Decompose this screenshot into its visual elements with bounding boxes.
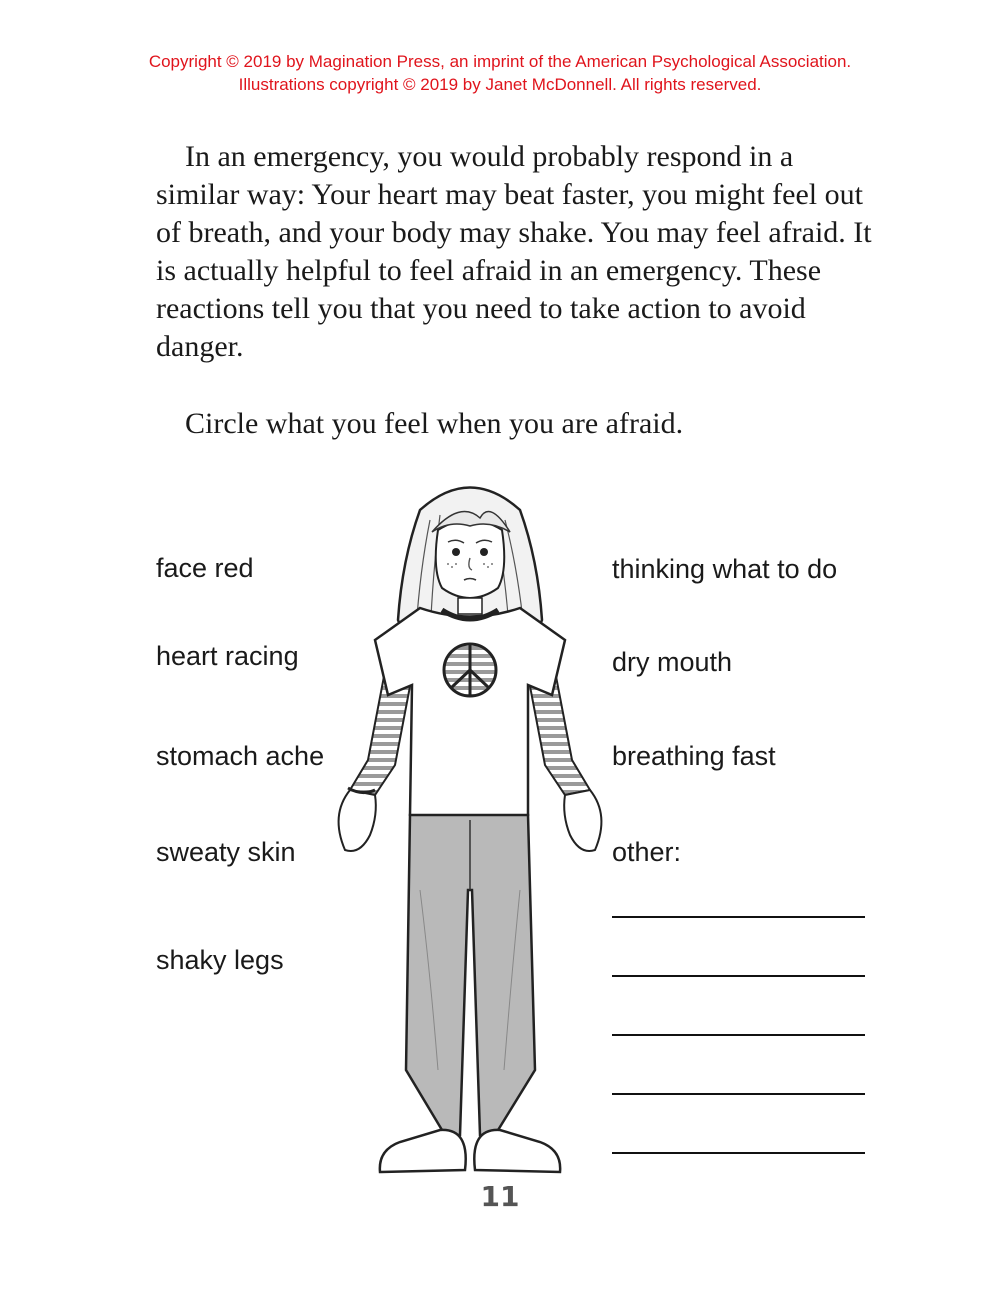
page-number: 11 [480,1180,520,1213]
write-in-line-2[interactable] [612,975,865,977]
write-in-line-5[interactable] [612,1152,865,1154]
copyright-line-2: Illustrations copyright © 2019 by Janet McDonnell. All rights reserved. [238,75,762,94]
copyright-line-1: Copyright © 2019 by Magination Press, an imprint of the American Psychological Association. [148,52,852,71]
option-breathing-fast[interactable]: breathing fast [612,741,776,771]
emergency-paragraph: In an emergency, you would probably respond in a similar way: Your heart may beat faster, you might feel out of breath, and your body may shake. You may feel afraid. It is actually helpful to feel afraid in an emergency. These reactions tell you that you need to take action to avoid danger. [156,140,872,363]
girl-illustration [320,470,620,1180]
instruction-text: Circle what you feel when you are afraid. [185,407,684,440]
option-heart-racing[interactable]: heart racing [156,641,299,671]
option-thinking-what-to-do[interactable]: thinking what to do [612,554,838,584]
write-in-line-3[interactable] [612,1034,865,1036]
option-face-red[interactable]: face red [156,553,254,583]
option-shaky-legs[interactable]: shaky legs [156,945,284,975]
option-other-label: other: [612,837,682,867]
option-dry-mouth[interactable]: dry mouth [612,647,733,677]
write-in-line-1[interactable] [612,916,865,918]
option-stomach-ache[interactable]: stomach ache [156,741,325,771]
option-sweaty-skin[interactable]: sweaty skin [156,837,296,867]
write-in-line-4[interactable] [612,1093,865,1095]
copyright-notice [0,50,1000,96]
